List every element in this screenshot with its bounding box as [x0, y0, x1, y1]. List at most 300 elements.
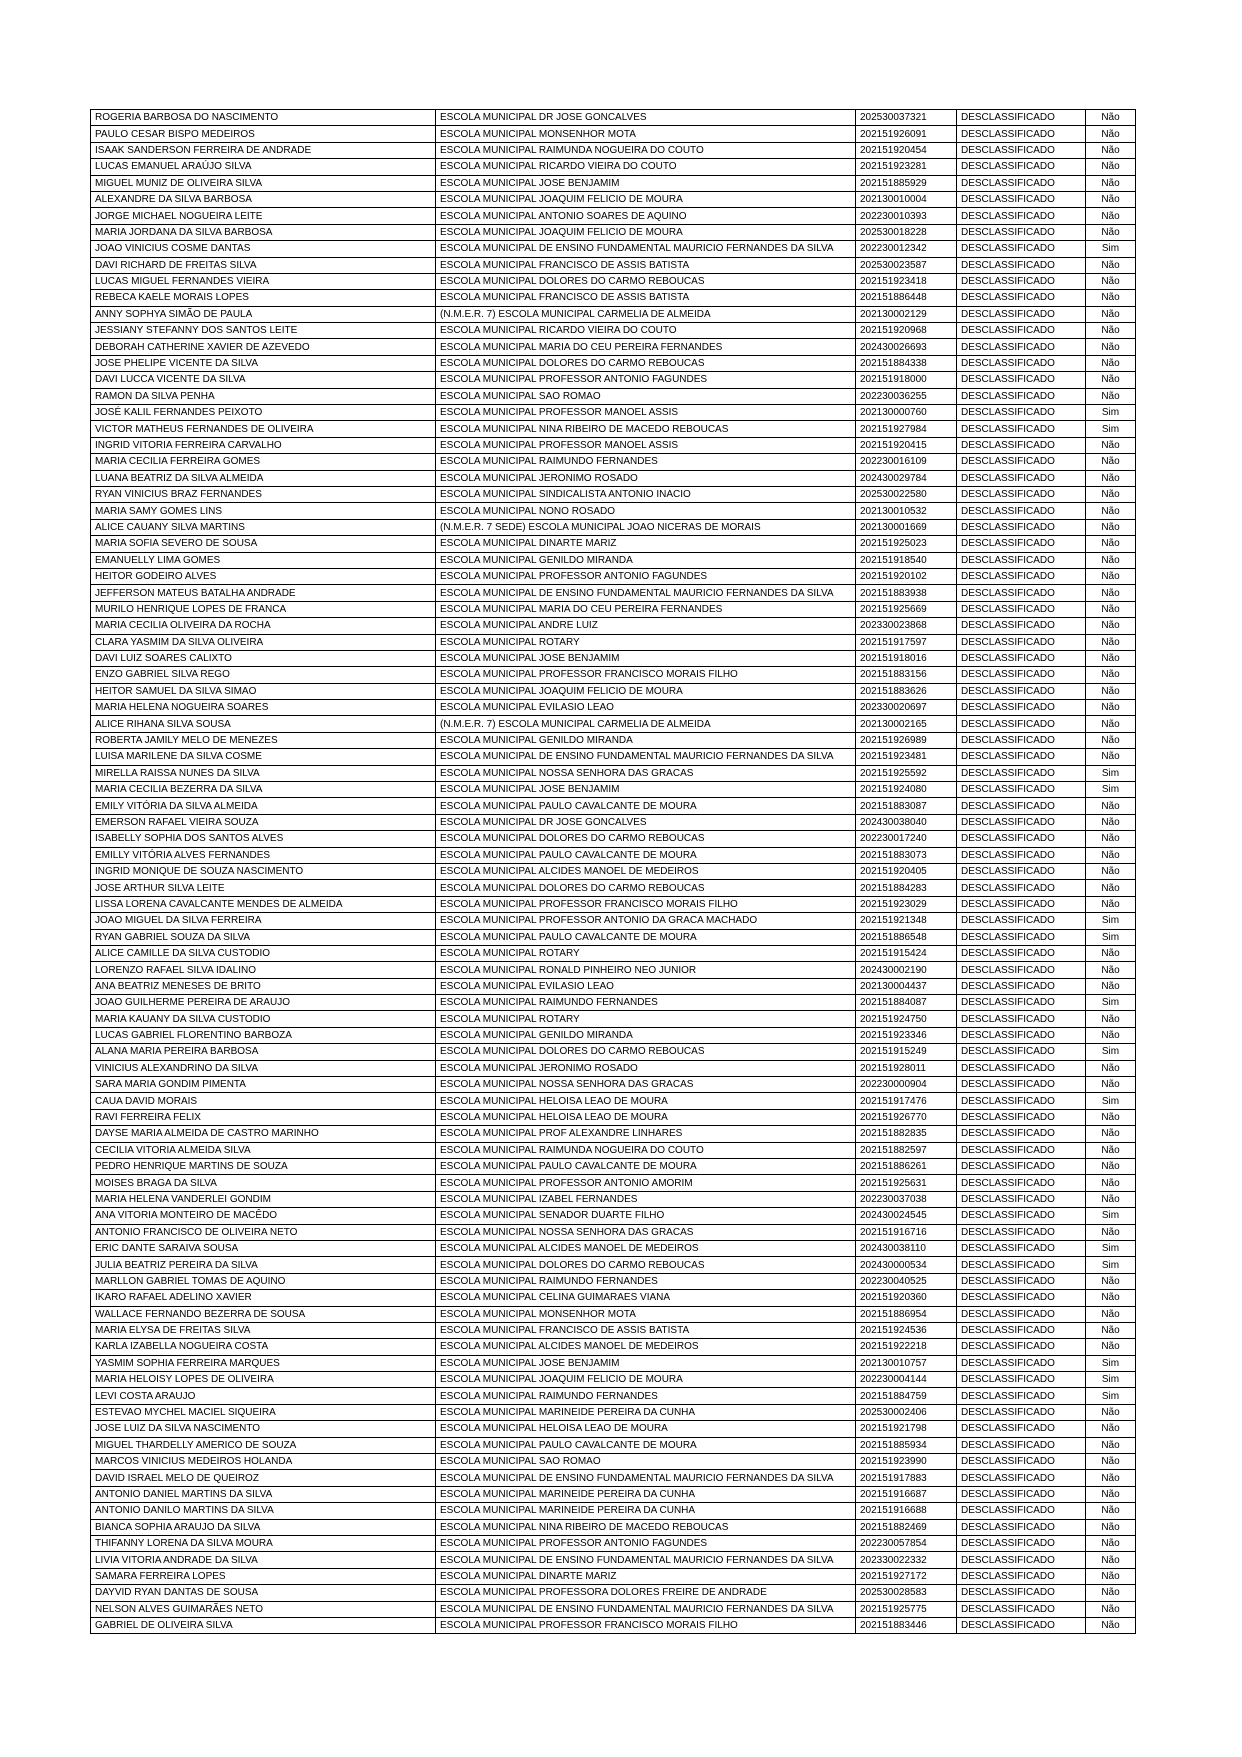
table-row	[91, 1011, 1136, 1027]
response-cell: Não	[1086, 175, 1136, 191]
school-cell: ESCOLA MUNICIPAL DOLORES DO CARMO REBOUCAS	[436, 273, 856, 289]
table-row	[91, 732, 1136, 748]
registration-code-cell: 202151928011	[856, 1060, 957, 1076]
registration-code-cell: 202430038110	[856, 1240, 957, 1256]
response-cell: Não	[1086, 142, 1136, 158]
registration-code-cell: 202151920405	[856, 863, 957, 879]
school-cell: ESCOLA MUNICIPAL PROFESSOR ANTONIO FAGUNDES	[436, 372, 856, 388]
school-cell: ESCOLA MUNICIPAL DE ENSINO FUNDAMENTAL MAURICIO FERNANDES DA SILVA	[436, 1470, 856, 1486]
response-cell: Não	[1086, 798, 1136, 814]
table-row	[91, 1372, 1136, 1388]
student-name-cell: MARCOS VINICIUS MEDEIROS HOLANDA	[91, 1454, 436, 1470]
response-cell: Não	[1086, 224, 1136, 240]
response-cell: Não	[1086, 503, 1136, 519]
table-row	[91, 1044, 1136, 1060]
table-row	[91, 536, 1136, 552]
school-cell: ESCOLA MUNICIPAL RAIMUNDA NOGUEIRA DO COUTO	[436, 1142, 856, 1158]
registration-code-cell: 202151886448	[856, 290, 957, 306]
student-name-cell: MARLLON GABRIEL TOMAS DE AQUINO	[91, 1273, 436, 1289]
student-name-cell: DAVI RICHARD DE FREITAS SILVA	[91, 257, 436, 273]
school-cell: ESCOLA MUNICIPAL DOLORES DO CARMO REBOUCAS	[436, 880, 856, 896]
status-cell: DESCLASSIFICADO	[957, 486, 1086, 502]
student-name-cell: EMILLY VITÓRIA ALVES FERNANDES	[91, 847, 436, 863]
response-cell: Não	[1086, 257, 1136, 273]
student-name-cell: ANTONIO DANIEL MARTINS DA SILVA	[91, 1486, 436, 1502]
registration-code-cell: 202430024545	[856, 1208, 957, 1224]
status-cell: DESCLASSIFICADO	[957, 1208, 1086, 1224]
student-name-cell: YASMIM SOPHIA FERREIRA MARQUES	[91, 1355, 436, 1371]
school-cell: ESCOLA MUNICIPAL PROFESSOR ANTONIO FAGUNDES	[436, 568, 856, 584]
response-cell: Não	[1086, 1060, 1136, 1076]
student-name-cell: HEITOR GODEIRO ALVES	[91, 568, 436, 584]
school-cell: ESCOLA MUNICIPAL JOSE BENJAMIM	[436, 1355, 856, 1371]
results-table-body	[91, 110, 1136, 1634]
registration-code-cell: 202230037038	[856, 1191, 957, 1207]
registration-code-cell: 202151882597	[856, 1142, 957, 1158]
table-row	[91, 1322, 1136, 1338]
school-cell: ESCOLA MUNICIPAL FRANCISCO DE ASSIS BATISTA	[436, 1322, 856, 1338]
student-name-cell: REBECA KAELE MORAIS LOPES	[91, 290, 436, 306]
school-cell: ESCOLA MUNICIPAL PROF ALEXANDRE LINHARES	[436, 1126, 856, 1142]
student-name-cell: CECILIA VITORIA ALMEIDA SILVA	[91, 1142, 436, 1158]
status-cell: DESCLASSIFICADO	[957, 1306, 1086, 1322]
school-cell: ESCOLA MUNICIPAL ROTARY	[436, 634, 856, 650]
registration-code-cell: 202230057854	[856, 1535, 957, 1551]
student-name-cell: MIGUEL MUNIZ DE OLIVEIRA SILVA	[91, 175, 436, 191]
school-cell: ESCOLA MUNICIPAL DOLORES DO CARMO REBOUCAS	[436, 1257, 856, 1273]
status-cell: DESCLASSIFICADO	[957, 339, 1086, 355]
registration-code-cell: 202130002129	[856, 306, 957, 322]
table-row	[91, 1585, 1136, 1601]
registration-code-cell: 202230040525	[856, 1273, 957, 1289]
school-cell: ESCOLA MUNICIPAL RAIMUNDO FERNANDES	[436, 454, 856, 470]
status-cell: DESCLASSIFICADO	[957, 929, 1086, 945]
response-cell: Não	[1086, 355, 1136, 371]
registration-code-cell: 202151921798	[856, 1421, 957, 1437]
table-row	[91, 175, 1136, 191]
student-name-cell: MARIA JORDANA DA SILVA BARBOSA	[91, 224, 436, 240]
status-cell: DESCLASSIFICADO	[957, 683, 1086, 699]
registration-code-cell: 202530022580	[856, 486, 957, 502]
response-cell: Sim	[1086, 913, 1136, 929]
status-cell: DESCLASSIFICADO	[957, 257, 1086, 273]
status-cell: DESCLASSIFICADO	[957, 1601, 1086, 1617]
table-row	[91, 650, 1136, 666]
status-cell: DESCLASSIFICADO	[957, 519, 1086, 535]
response-cell: Não	[1086, 634, 1136, 650]
school-cell: ESCOLA MUNICIPAL PAULO CAVALCANTE DE MOURA	[436, 798, 856, 814]
school-cell: ESCOLA MUNICIPAL ALCIDES MANOEL DE MEDEIROS	[436, 1339, 856, 1355]
registration-code-cell: 202430038040	[856, 814, 957, 830]
table-row	[91, 1109, 1136, 1125]
table-row	[91, 1535, 1136, 1551]
school-cell: ESCOLA MUNICIPAL NINA RIBEIRO DE MACEDO REBOUCAS	[436, 1519, 856, 1535]
table-row	[91, 208, 1136, 224]
table-row	[91, 1421, 1136, 1437]
registration-code-cell: 202151882469	[856, 1519, 957, 1535]
registration-code-cell: 202151926989	[856, 732, 957, 748]
table-row	[91, 700, 1136, 716]
student-name-cell: DEBORAH CATHERINE XAVIER DE AZEVEDO	[91, 339, 436, 355]
status-cell: DESCLASSIFICADO	[957, 1240, 1086, 1256]
table-row	[91, 798, 1136, 814]
school-cell: ESCOLA MUNICIPAL DR JOSE GONCALVES	[436, 110, 856, 126]
registration-code-cell: 202151917476	[856, 1093, 957, 1109]
status-cell: DESCLASSIFICADO	[957, 1044, 1086, 1060]
student-name-cell: LUCAS MIGUEL FERNANDES VIEIRA	[91, 273, 436, 289]
response-cell: Não	[1086, 372, 1136, 388]
school-cell: (N.M.E.R. 7 SEDE) ESCOLA MUNICIPAL JOAO NICERAS DE MORAIS	[436, 519, 856, 535]
status-cell: DESCLASSIFICADO	[957, 191, 1086, 207]
student-name-cell: BIANCA SOPHIA ARAUJO DA SILVA	[91, 1519, 436, 1535]
student-name-cell: INGRID VITORIA FERREIRA CARVALHO	[91, 437, 436, 453]
response-cell: Sim	[1086, 995, 1136, 1011]
student-name-cell: ALICE RIHANA SILVA SOUSA	[91, 716, 436, 732]
registration-code-cell: 202151923481	[856, 749, 957, 765]
registration-code-cell: 202151927172	[856, 1568, 957, 1584]
registration-code-cell: 202151923346	[856, 1027, 957, 1043]
status-cell: DESCLASSIFICADO	[957, 1077, 1086, 1093]
status-cell: DESCLASSIFICADO	[957, 1470, 1086, 1486]
table-row	[91, 716, 1136, 732]
response-cell: Sim	[1086, 1044, 1136, 1060]
school-cell: ESCOLA MUNICIPAL NOSSA SENHORA DAS GRACAS	[436, 765, 856, 781]
response-cell: Não	[1086, 126, 1136, 142]
school-cell: ESCOLA MUNICIPAL RICARDO VIEIRA DO COUTO	[436, 323, 856, 339]
status-cell: DESCLASSIFICADO	[957, 995, 1086, 1011]
registration-code-cell: 202530028583	[856, 1585, 957, 1601]
status-cell: DESCLASSIFICADO	[957, 765, 1086, 781]
status-cell: DESCLASSIFICADO	[957, 454, 1086, 470]
response-cell: Sim	[1086, 1257, 1136, 1273]
response-cell: Não	[1086, 585, 1136, 601]
response-cell: Não	[1086, 1552, 1136, 1568]
school-cell: (N.M.E.R. 7) ESCOLA MUNICIPAL CARMELIA DE ALMEIDA	[436, 716, 856, 732]
school-cell: ESCOLA MUNICIPAL CELINA GUIMARAES VIANA	[436, 1290, 856, 1306]
student-name-cell: MOISES BRAGA DA SILVA	[91, 1175, 436, 1191]
response-cell: Não	[1086, 896, 1136, 912]
registration-code-cell: 202151883446	[856, 1617, 957, 1633]
school-cell: ESCOLA MUNICIPAL RAIMUNDO FERNANDES	[436, 1388, 856, 1404]
student-name-cell: LUCAS GABRIEL FLORENTINO BARBOZA	[91, 1027, 436, 1043]
response-cell: Não	[1086, 1470, 1136, 1486]
response-cell: Não	[1086, 454, 1136, 470]
registration-code-cell: 202130002165	[856, 716, 957, 732]
table-row	[91, 667, 1136, 683]
status-cell: DESCLASSIFICADO	[957, 1535, 1086, 1551]
status-cell: DESCLASSIFICADO	[957, 388, 1086, 404]
status-cell: DESCLASSIFICADO	[957, 355, 1086, 371]
school-cell: ESCOLA MUNICIPAL EVILASIO LEAO	[436, 700, 856, 716]
status-cell: DESCLASSIFICADO	[957, 863, 1086, 879]
student-name-cell: LUCAS EMANUEL ARAÚJO SILVA	[91, 159, 436, 175]
table-row	[91, 945, 1136, 961]
registration-code-cell: 202151924750	[856, 1011, 957, 1027]
registration-code-cell: 202151925631	[856, 1175, 957, 1191]
registration-code-cell: 202151886261	[856, 1159, 957, 1175]
status-cell: DESCLASSIFICADO	[957, 1454, 1086, 1470]
status-cell: DESCLASSIFICADO	[957, 273, 1086, 289]
status-cell: DESCLASSIFICADO	[957, 142, 1086, 158]
school-cell: ESCOLA MUNICIPAL JOSE BENJAMIM	[436, 650, 856, 666]
table-row	[91, 1273, 1136, 1289]
registration-code-cell: 202151917883	[856, 1470, 957, 1486]
school-cell: ESCOLA MUNICIPAL GENILDO MIRANDA	[436, 1027, 856, 1043]
response-cell: Não	[1086, 536, 1136, 552]
school-cell: ESCOLA MUNICIPAL PAULO CAVALCANTE DE MOURA	[436, 1437, 856, 1453]
response-cell: Não	[1086, 208, 1136, 224]
status-cell: DESCLASSIFICADO	[957, 732, 1086, 748]
status-cell: DESCLASSIFICADO	[957, 913, 1086, 929]
response-cell: Não	[1086, 1011, 1136, 1027]
table-row	[91, 978, 1136, 994]
student-name-cell: MARIA ELYSA DE FREITAS SILVA	[91, 1322, 436, 1338]
table-row	[91, 306, 1136, 322]
registration-code-cell: 202430026693	[856, 339, 957, 355]
student-name-cell: JOSE ARTHUR SILVA LEITE	[91, 880, 436, 896]
student-name-cell: MARIA HELENA NOGUEIRA SOARES	[91, 700, 436, 716]
table-row	[91, 388, 1136, 404]
registration-code-cell: 202151883626	[856, 683, 957, 699]
table-row	[91, 519, 1136, 535]
response-cell: Não	[1086, 700, 1136, 716]
registration-code-cell: 202151925023	[856, 536, 957, 552]
registration-code-cell: 202151884759	[856, 1388, 957, 1404]
status-cell: DESCLASSIFICADO	[957, 749, 1086, 765]
school-cell: ESCOLA MUNICIPAL PROFESSOR ANTONIO DA GRACA MACHADO	[436, 913, 856, 929]
response-cell: Não	[1086, 552, 1136, 568]
registration-code-cell: 202151915249	[856, 1044, 957, 1060]
table-row	[91, 355, 1136, 371]
registration-code-cell: 202151917597	[856, 634, 957, 650]
response-cell: Não	[1086, 667, 1136, 683]
table-row	[91, 323, 1136, 339]
school-cell: ESCOLA MUNICIPAL DE ENSINO FUNDAMENTAL MAURICIO FERNANDES DA SILVA	[436, 241, 856, 257]
school-cell: ESCOLA MUNICIPAL ANTONIO SOARES DE AQUINO	[436, 208, 856, 224]
response-cell: Não	[1086, 1486, 1136, 1502]
registration-code-cell: 202151918000	[856, 372, 957, 388]
status-cell: DESCLASSIFICADO	[957, 978, 1086, 994]
student-name-cell: INGRID MONIQUE DE SOUZA NASCIMENTO	[91, 863, 436, 879]
response-cell: Não	[1086, 1437, 1136, 1453]
school-cell: ESCOLA MUNICIPAL NOSSA SENHORA DAS GRACAS	[436, 1224, 856, 1240]
table-row	[91, 1454, 1136, 1470]
table-row	[91, 1486, 1136, 1502]
school-cell: ESCOLA MUNICIPAL PAULO CAVALCANTE DE MOURA	[436, 1159, 856, 1175]
registration-code-cell: 202230016109	[856, 454, 957, 470]
table-row	[91, 831, 1136, 847]
table-row	[91, 1240, 1136, 1256]
school-cell: ESCOLA MUNICIPAL RONALD PINHEIRO NEO JUNIOR	[436, 962, 856, 978]
response-cell: Sim	[1086, 1240, 1136, 1256]
status-cell: DESCLASSIFICADO	[957, 421, 1086, 437]
student-name-cell: JOAO GUILHERME PEREIRA DE ARAUJO	[91, 995, 436, 1011]
response-cell: Não	[1086, 1273, 1136, 1289]
response-cell: Não	[1086, 1519, 1136, 1535]
registration-code-cell: 202151883156	[856, 667, 957, 683]
student-name-cell: ALEXANDRE DA SILVA BARBOSA	[91, 191, 436, 207]
school-cell: ESCOLA MUNICIPAL PAULO CAVALCANTE DE MOURA	[436, 929, 856, 945]
student-name-cell: MIRELLA RAISSA NUNES DA SILVA	[91, 765, 436, 781]
school-cell: ESCOLA MUNICIPAL GENILDO MIRANDA	[436, 552, 856, 568]
status-cell: DESCLASSIFICADO	[957, 1011, 1086, 1027]
status-cell: DESCLASSIFICADO	[957, 831, 1086, 847]
school-cell: ESCOLA MUNICIPAL ROTARY	[436, 945, 856, 961]
school-cell: ESCOLA MUNICIPAL MONSENHOR MOTA	[436, 1306, 856, 1322]
student-name-cell: RAMON DA SILVA PENHA	[91, 388, 436, 404]
table-row	[91, 782, 1136, 798]
status-cell: DESCLASSIFICADO	[957, 1142, 1086, 1158]
registration-code-cell: 202151883073	[856, 847, 957, 863]
school-cell: ESCOLA MUNICIPAL PROFESSOR FRANCISCO MORAIS FILHO	[436, 667, 856, 683]
school-cell: ESCOLA MUNICIPAL JOAQUIM FELICIO DE MOURA	[436, 191, 856, 207]
student-name-cell: MIGUEL THARDELLY AMERICO DE SOUZA	[91, 1437, 436, 1453]
table-row	[91, 1077, 1136, 1093]
student-name-cell: KARLA IZABELLA NOGUEIRA COSTA	[91, 1339, 436, 1355]
status-cell: DESCLASSIFICADO	[957, 1388, 1086, 1404]
status-cell: DESCLASSIFICADO	[957, 1372, 1086, 1388]
registration-code-cell: 202530018228	[856, 224, 957, 240]
response-cell: Não	[1086, 1404, 1136, 1420]
student-name-cell: MARIA CECILIA BEZERRA DA SILVA	[91, 782, 436, 798]
registration-code-cell: 202430029784	[856, 470, 957, 486]
student-name-cell: JOSE PHELIPE VICENTE DA SILVA	[91, 355, 436, 371]
table-row	[91, 486, 1136, 502]
response-cell: Sim	[1086, 765, 1136, 781]
school-cell: ESCOLA MUNICIPAL DE ENSINO FUNDAMENTAL MAURICIO FERNANDES DA SILVA	[436, 749, 856, 765]
student-name-cell: JOAO MIGUEL DA SILVA FERREIRA	[91, 913, 436, 929]
registration-code-cell: 202151884338	[856, 355, 957, 371]
student-name-cell: LUANA BEATRIZ DA SILVA ALMEIDA	[91, 470, 436, 486]
registration-code-cell: 202151886954	[856, 1306, 957, 1322]
table-row	[91, 929, 1136, 945]
school-cell: ESCOLA MUNICIPAL HELOISA LEAO DE MOURA	[436, 1109, 856, 1125]
response-cell: Não	[1086, 1421, 1136, 1437]
student-name-cell: MARIA HELOISY LOPES DE OLIVEIRA	[91, 1372, 436, 1388]
status-cell: DESCLASSIFICADO	[957, 798, 1086, 814]
response-cell: Não	[1086, 1175, 1136, 1191]
student-name-cell: ISAAK SANDERSON FERREIRA DE ANDRADE	[91, 142, 436, 158]
student-name-cell: EMANUELLY LIMA GOMES	[91, 552, 436, 568]
status-cell: DESCLASSIFICADO	[957, 634, 1086, 650]
school-cell: ESCOLA MUNICIPAL DR JOSE GONCALVES	[436, 814, 856, 830]
student-name-cell: ANA BEATRIZ MENESES DE BRITO	[91, 978, 436, 994]
registration-code-cell: 202151884087	[856, 995, 957, 1011]
status-cell: DESCLASSIFICADO	[957, 650, 1086, 666]
table-row	[91, 1339, 1136, 1355]
student-name-cell: SAMARA FERREIRA LOPES	[91, 1568, 436, 1584]
student-name-cell: JOSÉ KALIL FERNANDES PEIXOTO	[91, 405, 436, 421]
status-cell: DESCLASSIFICADO	[957, 1126, 1086, 1142]
status-cell: DESCLASSIFICADO	[957, 470, 1086, 486]
registration-code-cell: 202151918016	[856, 650, 957, 666]
table-row	[91, 437, 1136, 453]
registration-code-cell: 202151915424	[856, 945, 957, 961]
student-name-cell: ERIC DANTE SARAIVA SOUSA	[91, 1240, 436, 1256]
response-cell: Não	[1086, 601, 1136, 617]
document-page	[90, 109, 1136, 1634]
status-cell: DESCLASSIFICADO	[957, 1503, 1086, 1519]
table-row	[91, 1306, 1136, 1322]
table-row	[91, 126, 1136, 142]
status-cell: DESCLASSIFICADO	[957, 945, 1086, 961]
table-row	[91, 1355, 1136, 1371]
school-cell: ESCOLA MUNICIPAL SINDICALISTA ANTONIO INACIO	[436, 486, 856, 502]
student-name-cell: WALLACE FERNANDO BEZERRA DE SOUSA	[91, 1306, 436, 1322]
student-name-cell: DAYVID RYAN DANTAS DE SOUSA	[91, 1585, 436, 1601]
school-cell: ESCOLA MUNICIPAL JOSE BENJAMIM	[436, 782, 856, 798]
response-cell: Não	[1086, 650, 1136, 666]
registration-code-cell: 202151882835	[856, 1126, 957, 1142]
response-cell: Sim	[1086, 1208, 1136, 1224]
table-row	[91, 568, 1136, 584]
status-cell: DESCLASSIFICADO	[957, 568, 1086, 584]
student-name-cell: ANA VITORIA MONTEIRO DE MACÊDO	[91, 1208, 436, 1224]
response-cell: Não	[1086, 519, 1136, 535]
table-row	[91, 683, 1136, 699]
status-cell: DESCLASSIFICADO	[957, 552, 1086, 568]
response-cell: Não	[1086, 1159, 1136, 1175]
school-cell: ESCOLA MUNICIPAL JERONIMO ROSADO	[436, 1060, 856, 1076]
response-cell: Não	[1086, 191, 1136, 207]
table-row	[91, 1159, 1136, 1175]
student-name-cell: ANNY SOPHYA SIMÃO DE PAULA	[91, 306, 436, 322]
student-name-cell: LISSA LORENA CAVALCANTE MENDES DE ALMEIDA	[91, 896, 436, 912]
table-row	[91, 1568, 1136, 1584]
table-row	[91, 863, 1136, 879]
registration-code-cell: 202151885929	[856, 175, 957, 191]
table-row	[91, 913, 1136, 929]
response-cell: Não	[1086, 732, 1136, 748]
school-cell: ESCOLA MUNICIPAL FRANCISCO DE ASSIS BATISTA	[436, 257, 856, 273]
status-cell: DESCLASSIFICADO	[957, 536, 1086, 552]
response-cell: Sim	[1086, 782, 1136, 798]
registration-code-cell: 202530037321	[856, 110, 957, 126]
response-cell: Sim	[1086, 241, 1136, 257]
status-cell: DESCLASSIFICADO	[957, 1093, 1086, 1109]
student-name-cell: SARA MARIA GONDIM PIMENTA	[91, 1077, 436, 1093]
status-cell: DESCLASSIFICADO	[957, 126, 1086, 142]
table-row	[91, 1290, 1136, 1306]
student-name-cell: JULIA BEATRIZ PEREIRA DA SILVA	[91, 1257, 436, 1273]
table-row	[91, 634, 1136, 650]
student-name-cell: ROGERIA BARBOSA DO NASCIMENTO	[91, 110, 436, 126]
student-name-cell: ALANA MARIA PEREIRA BARBOSA	[91, 1044, 436, 1060]
school-cell: ESCOLA MUNICIPAL PROFESSOR MANOEL ASSIS	[436, 437, 856, 453]
status-cell: DESCLASSIFICADO	[957, 1617, 1086, 1633]
table-row	[91, 880, 1136, 896]
status-cell: DESCLASSIFICADO	[957, 159, 1086, 175]
table-row	[91, 1503, 1136, 1519]
school-cell: ESCOLA MUNICIPAL DE ENSINO FUNDAMENTAL MAURICIO FERNANDES DA SILVA	[436, 585, 856, 601]
response-cell: Não	[1086, 716, 1136, 732]
school-cell: ESCOLA MUNICIPAL DOLORES DO CARMO REBOUCAS	[436, 831, 856, 847]
response-cell: Não	[1086, 978, 1136, 994]
student-name-cell: ESTEVAO MYCHEL MACIEL SIQUEIRA	[91, 1404, 436, 1420]
table-row	[91, 159, 1136, 175]
school-cell: ESCOLA MUNICIPAL JOSE BENJAMIM	[436, 175, 856, 191]
student-name-cell: DAVID ISRAEL MELO DE QUEIROZ	[91, 1470, 436, 1486]
student-name-cell: HEITOR SAMUEL DA SILVA SIMAO	[91, 683, 436, 699]
school-cell: ESCOLA MUNICIPAL ALCIDES MANOEL DE MEDEIROS	[436, 863, 856, 879]
table-row	[91, 372, 1136, 388]
table-row	[91, 552, 1136, 568]
status-cell: DESCLASSIFICADO	[957, 110, 1086, 126]
school-cell: ESCOLA MUNICIPAL PROFESSOR ANTONIO AMORIM	[436, 1175, 856, 1191]
status-cell: DESCLASSIFICADO	[957, 1585, 1086, 1601]
status-cell: DESCLASSIFICADO	[957, 962, 1086, 978]
table-row	[91, 257, 1136, 273]
